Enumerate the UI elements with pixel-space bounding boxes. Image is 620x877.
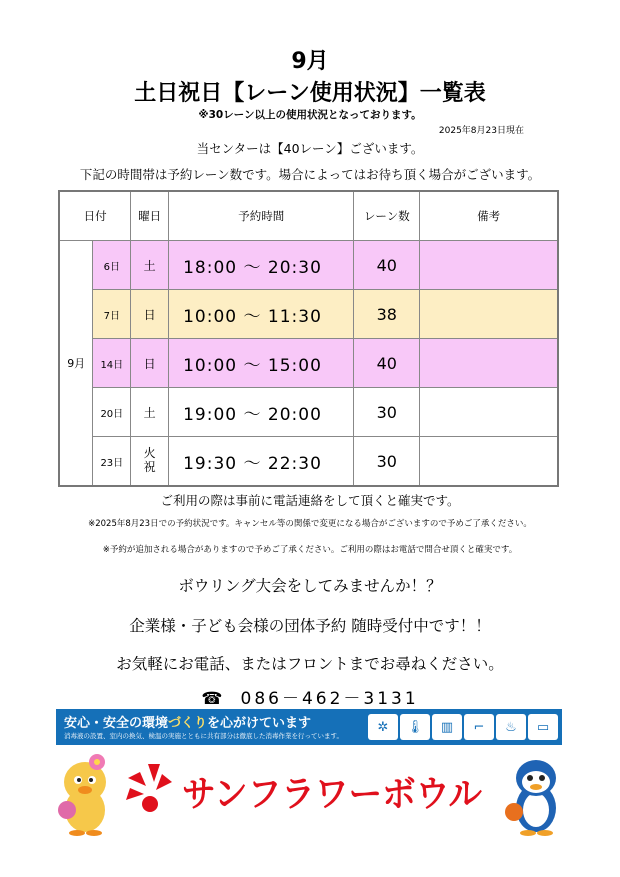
phone-row: [0, 684, 620, 709]
weekday-cell: 土: [131, 241, 169, 290]
time-cell: 19:30 ～ 22:30: [169, 437, 354, 487]
banner-title-part-a: 安心・安全の環境: [64, 716, 169, 731]
promo-inquiry: お気軽にお電話、またはフロントまでお尋ねください。: [116, 655, 504, 673]
safety-banner: [56, 709, 562, 745]
lanes-cell: 40: [354, 339, 420, 388]
ventilation-icon: ▥: [432, 714, 462, 740]
table-row: [59, 437, 558, 487]
center-lane-count: 当センターは【40レーン】ございます。: [196, 141, 424, 156]
mascot-right-icon: [500, 752, 570, 836]
day-cell: 14日: [93, 339, 131, 388]
banner-title-part-c: を心がけています: [207, 716, 312, 731]
header-remarks: 備考: [420, 191, 558, 241]
page-month: 9月: [291, 49, 329, 74]
telephone-icon: ☎: [201, 689, 223, 709]
mascot-left-icon: [52, 752, 122, 836]
remarks-cell: [420, 339, 558, 388]
header-weekday: 曜日: [131, 191, 169, 241]
banner-subtext: 消毒液の設置、室内の換気、検温の実施とともに共有部分は徹底した消毒作業を行っています。: [64, 732, 343, 740]
month-cell: 9月: [59, 241, 93, 487]
table-row: [59, 388, 558, 437]
table-description: 下記の時間帯は予約レーン数です。場合によってはお待ち頂く場合がございます。: [79, 167, 541, 182]
time-cell: 18:00 ～ 20:30: [169, 241, 354, 290]
contact-advice: ご利用の際は事前に電話連絡をして頂くと確実です。: [160, 493, 460, 508]
header-date: 日付: [59, 191, 131, 241]
spray-icon: ✲: [368, 714, 398, 740]
banner-title-highlight: づくり: [168, 716, 208, 731]
weekday-cell: 土: [131, 388, 169, 437]
faucet-icon: ⌐: [464, 714, 494, 740]
lanes-cell: 40: [354, 241, 420, 290]
reservation-table: [58, 190, 559, 487]
banner-title: [64, 712, 311, 731]
time-cell: 10:00 ～ 11:30: [169, 290, 354, 339]
remarks-cell: [420, 241, 558, 290]
weekday-cell: 火 祝: [131, 437, 169, 487]
footnote-changes: ※予約が追加される場合がありますので予めご了承ください。ご利用の際はお電話で問合せ頂くと確実です。: [102, 545, 518, 555]
header-time: 予約時間: [169, 191, 354, 241]
lanes-cell: 38: [354, 290, 420, 339]
weekday-cell: 日: [131, 290, 169, 339]
time-cell: 19:00 ～ 20:00: [169, 388, 354, 437]
lanes-cell: 30: [354, 388, 420, 437]
table-row: [59, 290, 558, 339]
title-note: ※30レーン以上の使用状況となっております。: [198, 109, 422, 121]
remarks-cell: [420, 388, 558, 437]
table-header-row: [59, 191, 558, 241]
phone-number[interactable]: 086－462－3131: [240, 689, 419, 709]
mask-icon: ▭: [528, 714, 558, 740]
thermometer-icon: 🌡: [400, 714, 430, 740]
remarks-cell: [420, 290, 558, 339]
remarks-cell: [420, 437, 558, 487]
table-row: [59, 339, 558, 388]
day-cell: 20日: [93, 388, 131, 437]
footnote-status: ※2025年8月23日での予約状況です。キャンセル等の関係で変更になる場合がございますので予めご了承ください。: [88, 519, 532, 529]
promo-group-booking: 企業様・子ども会様の団体予約 随時受付中です！！: [129, 617, 491, 635]
table-row: [59, 241, 558, 290]
header-lanes: レーン数: [354, 191, 420, 241]
page-title: 土日祝日【レーン使用状況】一覧表: [134, 81, 486, 106]
brand-name: サンフラワーボウル: [182, 774, 482, 815]
day-cell: 6日: [93, 241, 131, 290]
sanitizer-icon: ♨: [496, 714, 526, 740]
promo-tournament: ボウリング大会をしてみませんか！？: [178, 577, 442, 595]
lanes-cell: 30: [354, 437, 420, 487]
as-of-date: 2025年8月23日現在: [438, 126, 524, 136]
day-cell: 23日: [93, 437, 131, 487]
time-cell: 10:00 ～ 15:00: [169, 339, 354, 388]
day-cell: 7日: [93, 290, 131, 339]
weekday-cell: 日: [131, 339, 169, 388]
brand-logo: [120, 760, 500, 820]
